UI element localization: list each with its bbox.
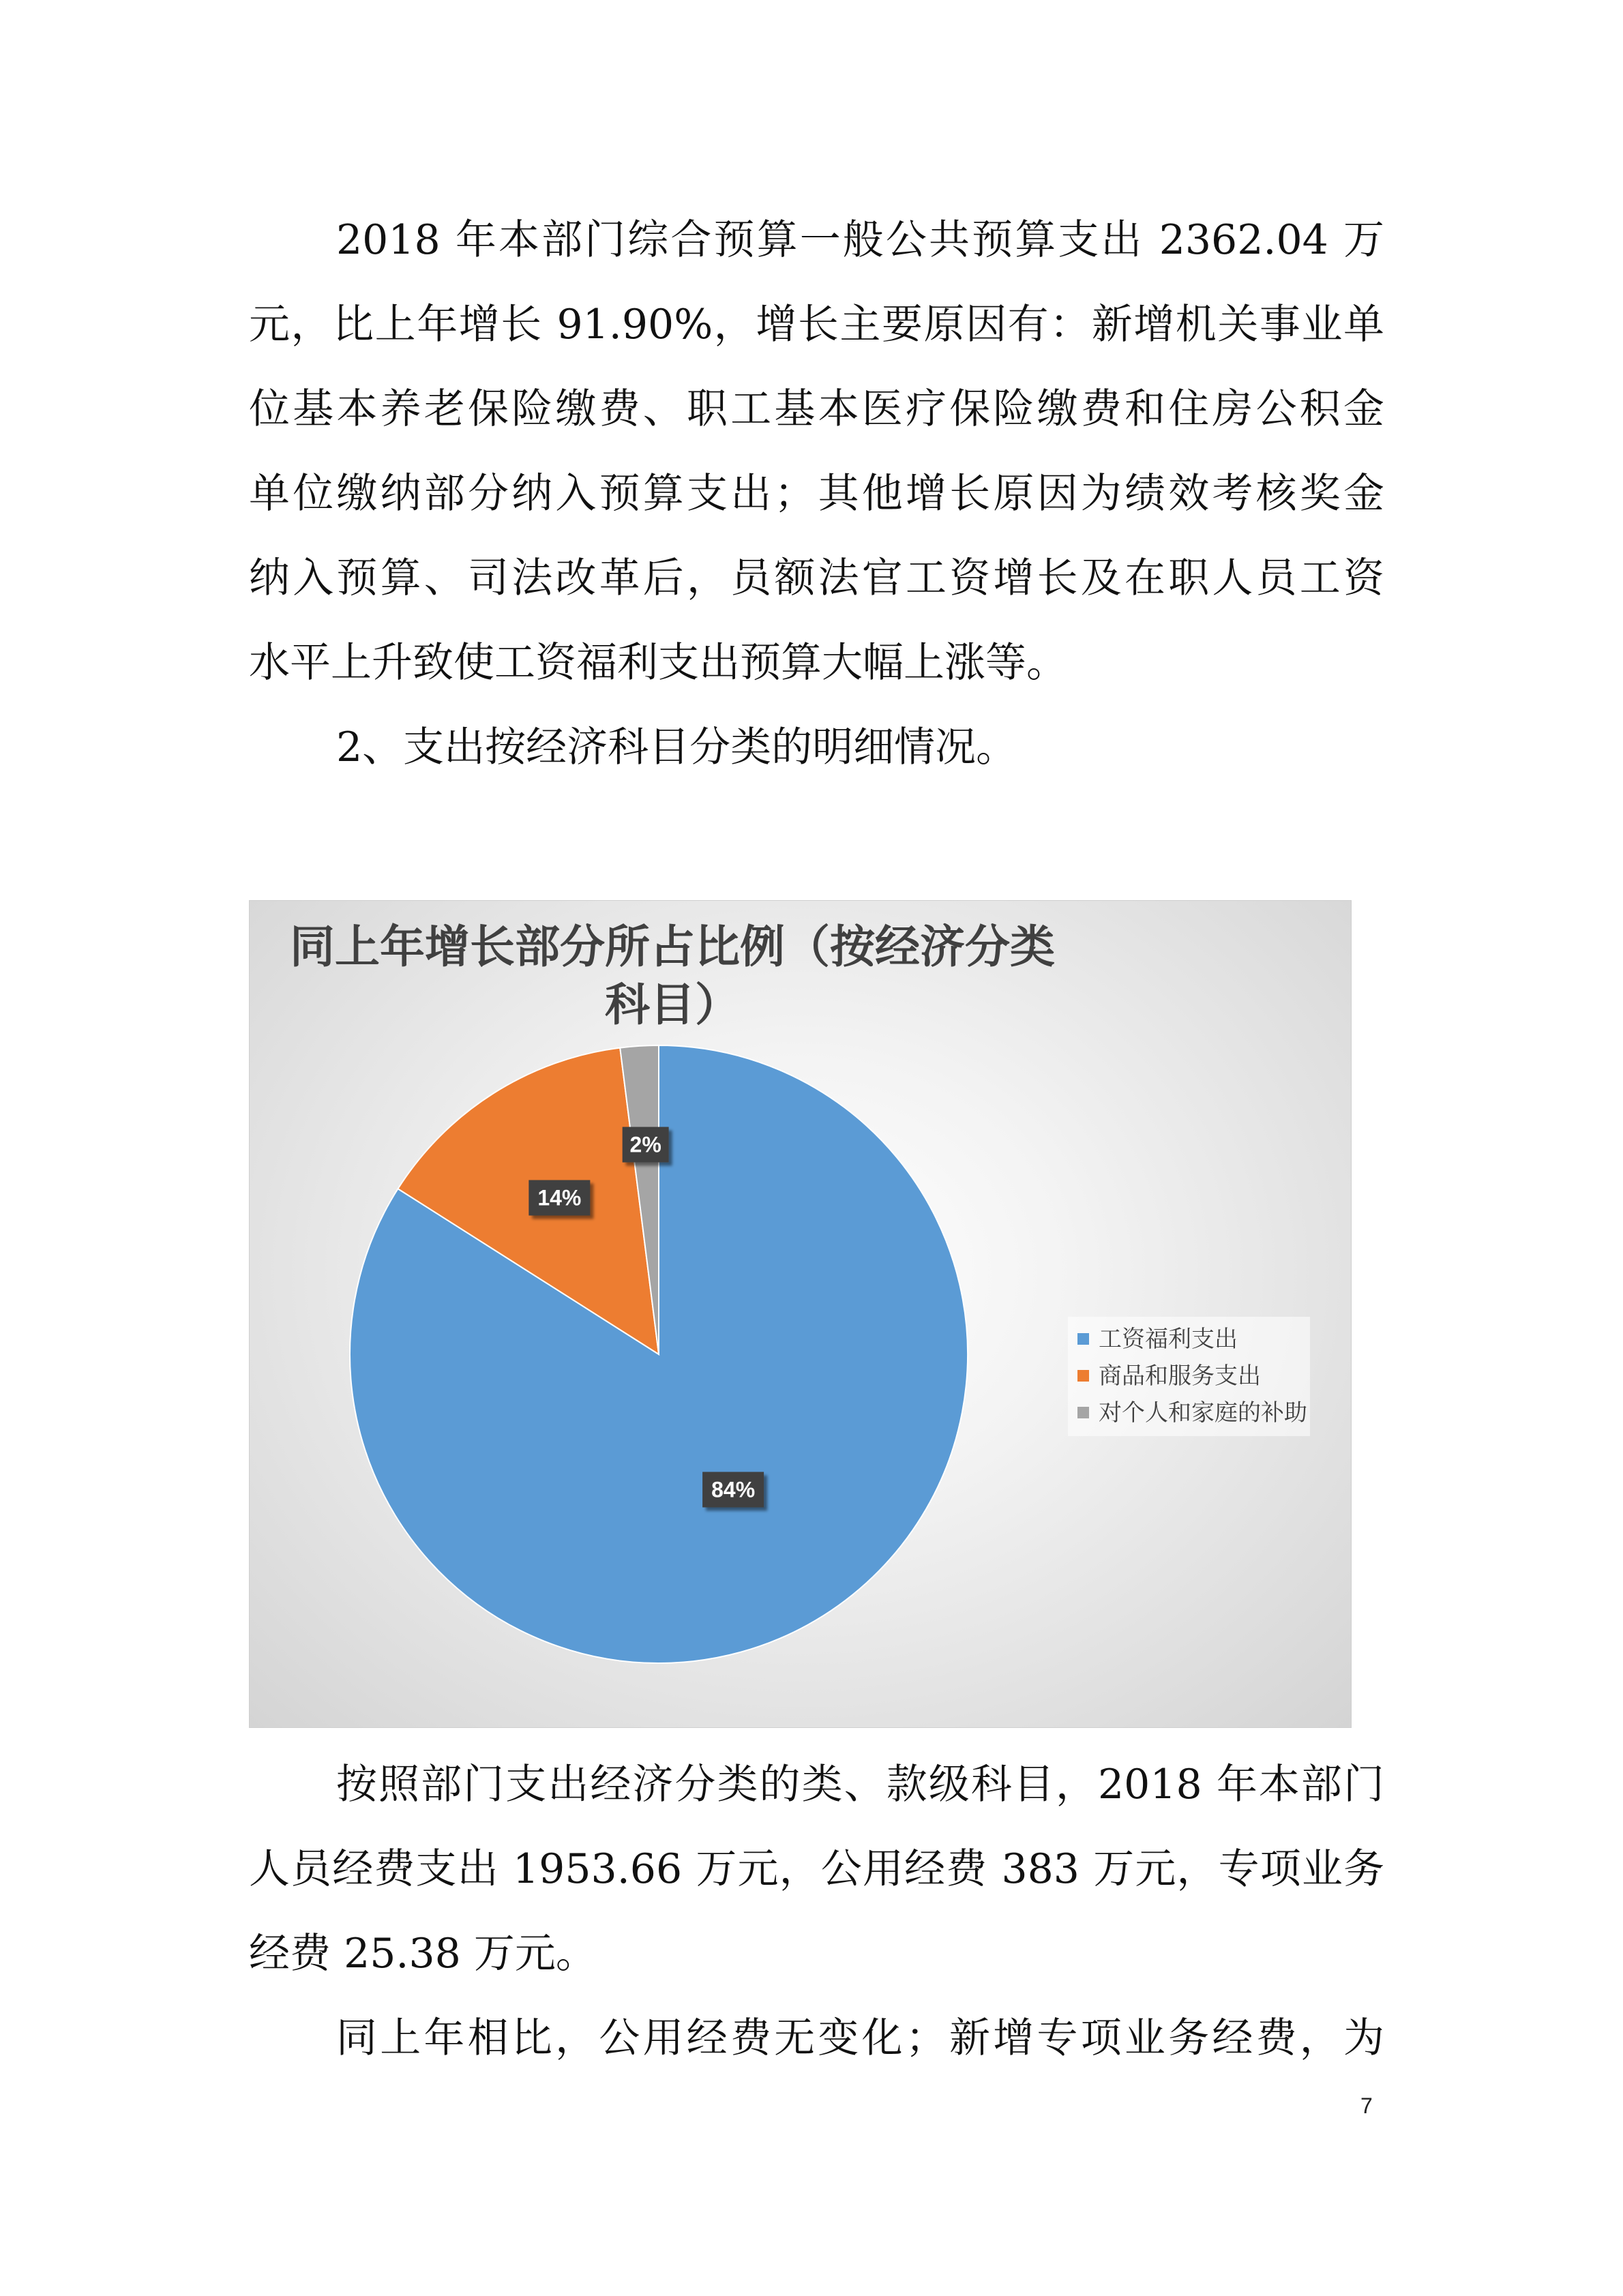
line: 纳入预算、司法改革后，员额法官工资增长及在职人员工资 (249, 554, 1384, 602)
legend-label: 工资福利支出 (1099, 1326, 1238, 1353)
line: 位基本养老保险缴费、职工基本医疗保险缴费和住房公积金 (249, 385, 1384, 433)
data-label-text: 14% (537, 1185, 582, 1210)
line: 人员经费支出 1953.66 万元，公用经费 383 万元，专项业务 (249, 1845, 1384, 1893)
line: 2018 年本部门综合预算一般公共预算支出 2362.04 万 (336, 216, 1384, 264)
legend-swatch (1077, 1333, 1089, 1345)
heading-text: 2、支出按经济科目分类的明细情况。 (336, 724, 1017, 771)
paragraph-comparison (249, 1996, 1384, 2081)
data-label-84% (702, 1472, 764, 1507)
paragraph-budget-expenditure (249, 198, 1384, 621)
chart-title-line-2: 科目） (605, 979, 740, 1031)
line: 单位缴纳部分纳入预算支出；其他增长原因为绩效考核奖金 (249, 470, 1384, 518)
legend-swatch (1077, 1370, 1089, 1382)
line: 同上年相比，公用经费无变化；新增专项业务经费，为 (336, 2014, 1384, 2062)
line: 水平上升致使工资福利支出预算大幅上涨等。 (249, 639, 1067, 687)
legend-item (1077, 1359, 1261, 1393)
line: 元，比上年增长 91.90%，增长主要原因有：新增机关事业单 (249, 301, 1384, 348)
legend-label: 商品和服务支出 (1099, 1362, 1261, 1390)
paragraph-expense-breakdown (249, 1742, 1384, 1911)
paragraph-budget-expenditure-end (249, 621, 1384, 705)
line: 经费 25.38 万元。 (249, 1930, 597, 1978)
data-label-text: 2% (629, 1132, 661, 1157)
legend-label: 对个人和家庭的补助 (1099, 1399, 1307, 1427)
section-heading (249, 705, 1384, 790)
legend-item (1077, 1322, 1238, 1356)
chart-legend (1068, 1317, 1310, 1436)
pie-chart (250, 901, 1351, 1727)
data-label-2% (623, 1127, 669, 1163)
legend-item (1077, 1396, 1307, 1430)
data-label-14% (528, 1180, 590, 1216)
legend-swatch (1077, 1407, 1089, 1418)
line: 按照部门支出经济分类的类、款级科目，2018 年本部门 (336, 1761, 1384, 1808)
pie-chart-panel (249, 900, 1352, 1728)
chart-title-line-1: 同上年增长部分所占比例（按经济分类 (290, 921, 1055, 973)
page-number: 7 (1360, 2093, 1373, 2118)
paragraph-expense-breakdown-end (249, 1911, 1384, 1996)
data-label-text: 84% (711, 1477, 756, 1502)
